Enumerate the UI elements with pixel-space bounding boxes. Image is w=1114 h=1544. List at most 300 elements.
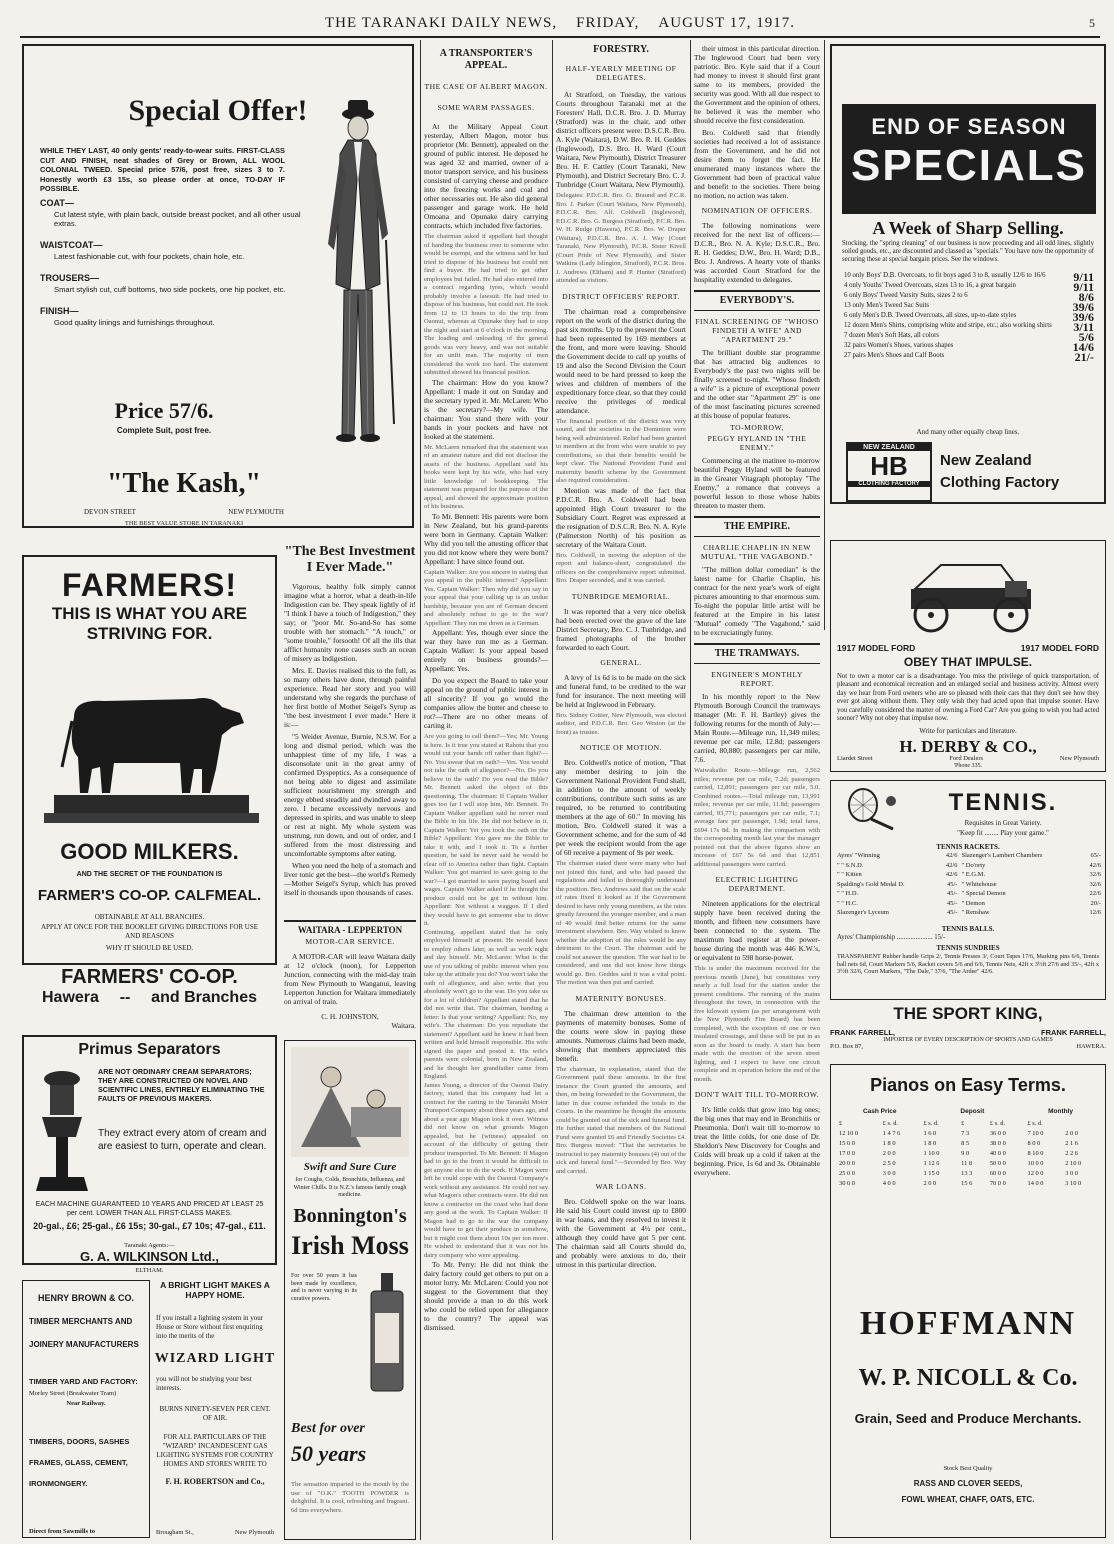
racket-cell: 45/- <box>946 890 958 897</box>
piano-row <box>837 1129 1101 1139</box>
kash-item-label: FINISH— <box>40 306 79 316</box>
cow-illustration <box>44 677 259 827</box>
waitara-advert <box>284 920 416 1030</box>
col4-subhead: NOMINATION OF OFFICERS. <box>701 206 813 215</box>
farmers-why: WHY IT SHOULD BE USED. <box>105 944 194 952</box>
piano-row <box>837 1149 1101 1159</box>
appeal-paragraph: At the Military Appeal Court yesterday, Albert Magon, motor bus proprietor (Mr. Bennett), appealed on the ground of public interest. He deposed he was aged 32 and married, owner of a motor transport service, and his business consisted of carrying cheese and produce into the freezing works and coal and other necessaries out. He also did general passenger and garage work. He held Omoana and Opunake dairy carrying contracts, which included five factories. <box>424 122 548 230</box>
ford-text: Not to own a motor car is a disadvantage. You miss the privilege of quick transportation, of pleasant and economical recreation and an enlarged social and business activity. Almost every day we hear from Ford owners who are so pleased with their cars that they don't see how they ever got along without them. They only wish they had acted upon that impulse sooner. Have you carefully considered the matter of owning a Ford Car? Are you going to wish you had acted sooner? Why not obey that impulse now. <box>837 673 1099 723</box>
investment-title: "The Best Investment I Ever Made." <box>284 544 416 575</box>
tennis-sub: Requisites in Great Variety. <box>964 819 1042 827</box>
piano-cell: £ <box>839 1120 843 1127</box>
piano-cell: 1 4 7 6 <box>882 1130 901 1137</box>
waitara-sign: C. H. JOHNSTON, <box>321 1012 379 1021</box>
brown-yard: TIMBER YARD AND FACTORY: <box>29 1377 138 1386</box>
appeal-subhead: SOME WARM PASSAGES. <box>437 103 535 112</box>
forestry-paragraph: The chairman read a comprehensive report on the work of the district during the past six months. Up to the present the Court had been represented by 169 members at the front, and more were leaving. Should the Government decide to call up youths of 19 and also the Second Division the Court would need to be hard pressed to keep the wives and children of members of the expeditionary force clear, so that they could receive the privileges of medical attendance. <box>556 306 686 415</box>
kash-intro: WHILE THEY LAST, 40 only gents' ready-to-wear suits. FIRST-CLASS CUT AND FINISH, neat shades of Grey or Brown, ALL WOOL COLONIAL TWEED. Special price 57/6, post free, sizes 3 to 7. Honestly worth £3 15s, so please order at once, TO-DAY IF POSSIBLE. <box>40 146 285 194</box>
tennis-rackets-head: TENNIS RACKETS. <box>936 843 1000 851</box>
racket-row <box>835 880 1103 890</box>
tennis-sundries: TRANSPARENT Rubber handle Grips 2/, Tennis Presses 3/, Court Tapes 17/6, Marking pins 6/6, Tennis ball nets 6d, Court Markers 5/6, Racket covers 5/6 and 6/6, Tennis Nets, 42ft x 3½ft 27/6 and 35/-, 42ft x 3½ft 32/6, Court Markers, "The Dale," 37/6, "The Ardee" 42/6. <box>837 953 1099 975</box>
forestry-title: FORESTRY. <box>593 44 649 55</box>
season-price: 8/6 <box>1078 290 1094 304</box>
farmers-branches: and Branches <box>151 989 257 1006</box>
season-row <box>842 322 1096 332</box>
col4-paragraph: "The million dollar comedian" is the latest name for Charlie Chaplin, his contract for the next year's work of eight pictures amounting to that enormous sum. To-night the popular little artist will be featured at the Empire in his latest "Mutual" comedy "The Vagabond," said to be excruciatingly funny. <box>694 565 820 637</box>
racket-cell: 42/6 <box>945 861 958 869</box>
primus-place: ELTHAM. <box>135 1267 164 1274</box>
forestry-article: FORESTRY. HALF-YEARLY MEETING OF DELEGATES. At Stratford, on Tuesday, the various Courts throughout Taranaki met at the Foresters' Hall, D.C.R. Bro. J. D. Murray (Stratford) was in the chair, and other district officers present were: D.S.C.R. Bro. A. Kyle (Waitara), D.W. Bro. R. H. Geddes (Inglewood), D.S. Bro. H. Ward (Court Waitara, New Plymouth), District Treasurer Bro. H. F. Cattley (Court Taranaki, New Plymouth), and District Secretary Bro. C. J. Tunbridge (Court Waitara, New Plymouth). Delegates: P.D.C.R. Bro. G. Braund and P.C.R. Bro. J. Parker (Court Waitara, New Plymouth), P.D.C.R. Bro. Alf. Coldwell (Inglewood), P.D.C.R. Bro. G. Burgess (Stratford), P.C.R. Bro. W. H. Rudge (Hawera), P.C.R. Bro. W. Draper (Waitara), P.D.C.R. Bro. A. J. Way (Court Taranaki, New Plymouth), P.C.R. Sister Kivell (Court Pride of New Plymouth), and Sister Watkins (Lady Islington, Stratford), P.C.R. Bros. J. Andrews (Eltham) and P. Hunter (Stratford) attended as visitors. DISTRICT OFFICERS' REPORT. The chairman read a comprehensive report on the work of the district during the past six months. Up to the present the Court had been represented by 169 members at the front, and more were leaving. Should the Government decide to call up youths of 19 and also the Second Division the Court would need to be hard pressed to keep the wives and children of members of the expeditionary force clear, so that they could receive the privileges of medical attendance. The financial position of the district was very sound, and the societies in the Dominion were being well administered. Relief had been granted to members at the front who were unable to pay contributions, so that their benefits would be kept clear. The National Provident Fund and maternity benefit scheme by the Government also required consideration. Mention was made of the fact that P.D.C.R. Bro. A. Coldwell had been appointed High Court treasurer to the Subsidiary Court. Regret was expressed at the resignation of D.S.C.R. Bro. N. A. Kyle (Palmerston North) of his position as secretary of the Waitara Court. Bro. Coldwell, in moving the adoption of the report and balance-sheet, congratulated the officers on the comprehensive report submitted. Bro. Draper seconded, and it was carried. TUNBRIDGE MEMORIAL. It was reported that a very nice obelisk had been erected over the grave of the late District Secretary, Bro. C. J. Tunbridge, and framed photographs of the brother forwarded to each Court. GENERAL. A levy of 1s 6d is to be made on the sick and funeral fund, to be credited to the war fund for insurance. The next meeting will be held at Inglewood in February. Bro. Sidney Cottier, New Plymouth, was elected auditor, and P.D.C.R. Bro. Geo Weston (at the front) as trustee. NOTICE OF MOTION. Bro. Coldwell's notice of motion, "That any member desiring to join the Government National Provident Fund shall, in addition to the amount of weekly contributions, contribute such sums as are required, to be returned to contributing members at the age of 60." In moving his motion, Bro. Coldwell stated it was a Government scheme, and for the sum of 4d per week the recipient would from the age of 60 receive a payment of 9s per week. The chairman stated there were many who had not joined this fund, and who had passed the regulations and failed to thoroughly understand the position. Bro. Andrews said that on the scale of rates fixed it looked as if the Government desired to have only young members, as the rates greatly favoured the younger member, and a man of 40 would find better returns for the same investment elsewhere. Bro. Way wished to know whether the adoption of the rules would be any detriment to the Court. The chairman said he could not answer the question. The war had to be considered, and one did not know how things would go. Bro. Geddes said it was a vital point. The motion was then put and carried. MATERNITY BONUSES. The chairman drew attention to the payments of maternity bonuses. Some of the courts were slow in paying these amounts. Numerous claims had been made, showing that members appreciated this benefit. The chairman, in explanation, stated that the Government paid these amounts. In the first instance the Court granted the amounts, and then, on being forwarded to the Government, the latter in due course refunded the totals to the Courts. In the meantime he thought the amounts could be granted out of the sick and funeral fund. He further stated that members of the National Fund were granted £6 and Friendly Societies £4. Bro. Burgess moved: "That the secretaries be instructed to pay maternity bonuses (4) out of the sick and funeral fund."—Seconded by Bro. Way and carried. WAR LOANS. Bro. Coldwell spoke on the war loans. He said his Court could invest up to £800 in war loans, and they resolved to invest it with the Government at 4½ per cent., although they could have got 5 per cent. The chairman said all Courts should do, and probably were anxious to do, their utmost in this particular direction. <box>556 44 687 1269</box>
piano-cell: 20 0 0 <box>839 1160 855 1167</box>
appeal-title: A TRANSPORTER'S APPEAL. <box>439 48 533 71</box>
piano-row <box>837 1119 1101 1129</box>
col4-paragraph: Nineteen applications for the electrical supply have been received during the month, and fifteen new consumers have been connected to the system. The maximum load register at the power-house during the month was 446 K.W.'s, or equivalent to 598 horse-power. <box>694 899 820 962</box>
pianos-goods: RASS AND CLOVER SEEDS, <box>913 1479 1023 1488</box>
irish-moss-advert: Swift and Sure Cure for Coughs, Colds, Bronchitis, Influenza, and Winter Chills. It is N.Z.'s famous family cough medicine. Bonnington's Irish Moss For over 50 years it has been made by excellence, and is never varying in its curative powers. Best for over 50 years The sensation imparted to the mouth by the use of "O.K." TOOTH POWDER is delightful. It is cool, refreshing and fragrant. 6d tins everywhere. <box>284 1040 416 1540</box>
racket-row <box>835 851 1103 861</box>
investment-paragraph: Mrs. E. Davies realised this to the full, as so many others have done, through painful experience. Read her story and you will understand why she regards the purchase of her first bottle of Mother Seigel's Syrup as "the best investment I ever made." Here it is:— <box>284 666 416 729</box>
season-price: 39/6 <box>1072 300 1094 314</box>
piano-cell: 2 2 6 <box>1065 1150 1078 1157</box>
piano-cell: 70 0 0 <box>989 1180 1006 1187</box>
investment-paragraph: Vigorous, healthy folk simply cannot imagine what a horror, what a death-in-life Indigestion can be. They speak lightly of it! "I think I have a touch of Indigestion," they say; or "poor Mr. So-and-So has some trouble with her stomach." "A touch," or "some trouble," forsooth! Of all the ills that afflict humanity none causes such an ocean of misery as Indigestion. <box>284 582 416 663</box>
forestry-paragraph: Bro. Coldwell spoke on the war loans. He said his Court could invest up to £800 in war loans, and they resolved to invest it with the Government at 4½ per cent., although they could have got 5 per cent. The chairman said all Courts should do, and probably were anxious to do, their utmost in this particular direction. <box>556 1197 686 1269</box>
piano-cell: 14 0 0 <box>1027 1180 1044 1187</box>
piano-cell: 2 10 0 <box>1065 1160 1082 1167</box>
piano-cell: 30 0 0 <box>839 1180 855 1187</box>
kash-town: NEW PLYMOUTH <box>228 508 284 516</box>
ford-car-illustration <box>901 545 1041 637</box>
page-number: 5 <box>1089 16 1096 30</box>
racket-cell: 65/- <box>1090 852 1101 859</box>
season-price: 14/6 <box>1072 340 1094 354</box>
pianos-col-head: Cash Price <box>862 1108 897 1115</box>
forestry-subhead: NOTICE OF MOTION. <box>579 743 663 752</box>
ford-advert <box>830 540 1106 772</box>
tennis-keep: "Keep fit ........ Play your game." <box>957 829 1049 837</box>
brown-advert <box>22 1280 150 1538</box>
racket-cell: " Do'orty <box>961 861 986 869</box>
forestry-subhead: HALF-YEARLY MEETING OF DELEGATES. <box>565 64 677 82</box>
forestry-subhead: WAR LOANS. <box>595 1182 647 1191</box>
column-rule <box>690 40 691 1540</box>
nursing-scene-illustration <box>291 1047 409 1157</box>
pianos-col-head: Deposit <box>960 1108 985 1115</box>
tennis-balls: Ayres' Championship ..................... 15/- <box>837 934 946 941</box>
piano-cell: 10 0 0 <box>1027 1160 1044 1167</box>
kash-item-text: Good quality linings and furnishings throughout. <box>54 318 215 327</box>
wizard-street: Brougham St., <box>156 1529 194 1536</box>
piano-cell: 1 12 6 <box>923 1160 940 1167</box>
brown-goods: FRAMES, GLASS, CEMENT, <box>29 1458 128 1467</box>
season-row <box>842 292 1096 302</box>
piano-cell: 38 0 0 <box>989 1140 1006 1147</box>
kash-name: "The Kash," <box>106 468 261 499</box>
pianos-name: HOFFMANN <box>859 1305 1077 1342</box>
racket-row <box>835 889 1103 899</box>
col4-paragraph: The following nominations were received for the next list of officers:—D.C.R., Bro. N. A. Kyle; D.S.C.R., Bro. R. H. Geddes; D.W., Bro. H. Ward; D.B., Bro. J. Andrews. A hearty vote of thanks was accorded Court Stratford for the hospitality extended to delegates. <box>694 221 820 284</box>
piano-cell: 3 0 0 <box>882 1170 896 1177</box>
hb-logo <box>846 442 932 502</box>
wizard-burns: BURNS NINETY-SEVEN PER CENT. OF AIR. <box>159 1405 271 1422</box>
col4-subhead: CHARLIE CHAPLIN IN NEW MUTUAL "THE VAGABOND." <box>700 543 814 561</box>
farmers-title: FARMERS! <box>61 567 238 603</box>
moss-text: For over 50 years it has been made by excellence, and is never varying in its curative powers. <box>291 1273 357 1302</box>
season-row <box>842 342 1096 352</box>
season-line: END OF SEASON <box>871 114 1067 139</box>
pianos-title: Pianos on Easy Terms. <box>870 1075 1066 1095</box>
waitara-sub: MOTOR-CAR SERVICE. <box>305 937 395 946</box>
masthead <box>20 10 1100 38</box>
season-price: 5/6 <box>1078 330 1094 344</box>
primus-guarantee: EACH MACHINE GUARANTEED 10 YEARS AND PRICED AT LEAST 25 per cent. LOWER THAN ALL FIRST-CLASS MAKES. <box>35 1201 264 1217</box>
appeal-paragraph: The chairman: How do you know? Appellant: I made it out on Sunday and the secretary typed it. Mr. McLaren: Who is the secretary?—My wife. The chairman: You stand there with your hands in your pockets and have not looked at the statement. <box>424 377 548 441</box>
tennis-balls-head: TENNIS BALLS. <box>941 925 995 933</box>
paper-title: THE TARANAKI DAILY NEWS, <box>325 15 558 31</box>
man-in-suit-illustration <box>314 94 408 484</box>
season-item: 13 only Men's Tweed Sac Suits <box>844 302 930 309</box>
waitara-place: Waitara. <box>391 1021 416 1030</box>
appeal-paragraph: Appellant: Yes, though ever since the war they have run me as a German. Captain Walker: Is your appeal based entirely on business grounds?—Appellant: Yes. <box>424 628 548 673</box>
moss-name: Irish Moss <box>291 1231 409 1260</box>
piano-cell: 2 0 0 <box>923 1180 937 1187</box>
piano-cell: 12 0 0 <box>1027 1170 1044 1177</box>
col4-paragraph: Bro. Coldwell said that friendly societies had received a lot of assistance from the Government, and he did not desire them to forget the fact. He enumerated many instances where the Government had been of practical value and benefit to the societies. There being no motion, no action was taken. <box>694 128 820 200</box>
racket-cell: " Whitehouse <box>961 880 997 888</box>
season-row <box>842 352 1096 362</box>
racket-row <box>835 899 1103 909</box>
piano-cell: 9 0 <box>961 1150 970 1157</box>
racket-cell: 45/- <box>946 909 958 916</box>
tennis-title: TENNIS. <box>948 789 1058 816</box>
racket-cell: Ayres' "Winning <box>837 852 880 859</box>
farmers-hawera: Hawera <box>42 989 99 1006</box>
primus-agent: G. A. WILKINSON Ltd., <box>80 1249 219 1264</box>
investment-paragraph: When you need the help of a stomach and liver tonic get the best—the world's Remedy—Mother Seigel's Syrup, which has proved itself in thousands upon thousands of cases. <box>284 861 416 897</box>
pianos-advert <box>830 1064 1106 1538</box>
racket-cell: Slazenger's Lyceum <box>837 909 889 916</box>
season-row <box>842 332 1096 342</box>
ford-model-left: 1917 MODEL FORD <box>837 643 916 653</box>
forestry-subhead: TUNBRIDGE MEMORIAL. <box>571 591 671 601</box>
kash-item-text: Cut latest style, with plain back, outside breast pocket, and all other usual extras. <box>54 210 301 228</box>
farmers-coop: FARMERS' CO-OP. <box>61 966 238 988</box>
piano-cell: 2 5 0 <box>882 1160 896 1167</box>
news-column-4: their utmost in this particular direction. The Inglewood Court had been very patriotic. Bro. Kyle said that if a Court had money to invest it should first grant same to its members, provided the security was good. With all due respect to the Government and the opinion of others, he believed it was the member who should receive the first consideration. Bro. Coldwell said that friendly societies had received a lot of assistance from the Government, and he did not desire them to forget the fact. He enumerated many instances where the Government had been of practical value and benefit to the societies. There being no motion, no action was taken. NOMINATION OF OFFICERS. The following nominations were received for the next list of officers:—D.C.R., Bro. N. A. Kyle; D.S.C.R., Bro. R. H. Geddes; D.W., Bro. H. Ward; D.B., Bro. J. Andrews. A hearty vote of thanks was accorded Court Stratford for the hospitality extended to delegates. EVERYBODY'S. FINAL SCREENING OF "WHOSO FINDETH A WIFE" AND "APARTMENT 29." The brilliant double star programme that has attracted big audiences to Everybody's the past two nights will be finally screened to-night. "Whoso findeth a wife" is a picture of exceptional power and the other star "Apartment 29" is one of the most fascinating pictures screened at this house of popular features. TO-MORROW, PEGGY HYLAND IN "THE ENEMY." Commencing at the matinee to-morrow beautiful Peggy Hyland will be featured in the Greater Vitagraph photoplay "The Enemy," a romance that conveys a powerful lesson to those whose habits threaten to master them. THE EMPIRE. CHARLIE CHAPLIN IN NEW MUTUAL "THE VAGABOND." "The million dollar comedian" is the latest name for Charlie Chaplin, his contract for the next year's work of eight pictures amounting to that enormous sum. To-night the popular little artist will be featured at the Empire in his latest "Mutual" comedy "The Vagabond," said to be excruciatingly funny. THE TRAMWAYS. ENGINEER'S MONTHLY REPORT. In his monthly report to the New Plymouth Borough Council the tramways manager (Mr. F. H. Bartley) gives the following returns for the month of July:— Main Route.—Mileage run, 11,349 miles; revenue per car mile, 12.8d; passengers carried, 80,880; passengers per car mile, 7.6. Waiwakaiho Route.—Mileage run, 2,562 miles; revenue per car mile, 7.2d; passengers carried, 12,891; passengers per car mile, 5.0. Combined routes.—Total mileage run, 13,991 miles; revenue per car mile, 11.8d; passengers carried, 93,771; passengers per car mile, 7.1; average fare per passenger, 1.9d; total fares, £694 17s 8d. In making the comparison with the corresponding month last year the manager pointed out that the above figures show an increase of £67 5s 6d and that 12,851 additional passengers were carried. ELECTRIC LIGHTING DEPARTMENT. Nineteen applications for the electrical supply have been received during the month, and fifteen new consumers have been connected to the system. The maximum load register at the power-house during the month was 446 K.W.'s, or equivalent to 598 horse-power. This is under the maximum received for the previous month (June), but constitutes very nearly a full load for the station under the present conditions. The running of the mains throughout the town, in connection with the five kilowatt system (as per arrangement with the New Plymouth Fire Board) has been completed, with the exception of one or two insulated crossings, and these will be put in as soon as the board is ready. A start has been made with the erection of the seven street lighting, and I expect to have one circuit complete and in operation before the end of the month. DON'T WAIT TILL TO-MORROW. It's little colds that grow into big ones; the big ones that may end in Bronchitis or Pneumonia. Don't wait till to-morrow to treat the little colds, for one dose of Dr. Sheldon's New Discovery for Coughs and Colds will break up a cold if taken at the beginning. Price, 1s 6d and 3s. Obtainable everywhere. <box>694 44 820 1177</box>
forestry-subhead: GENERAL. <box>600 657 642 667</box>
waitara-text: A MOTOR-CAR will leave Waitara daily at 12 o'clock (noon), for Lepperton Junction, connecting with the mid-day train from New Plymouth to Wanganui, leaving Lepperton Junction for Waitara immediately on arrival of train. <box>284 952 416 1006</box>
season-item: 4 only Youths' Tweed Overcoats, sizes 13 to 16, a great bargain <box>844 282 1016 289</box>
primus-text: ARE NOT ORDINARY CREAM SEPARATORS; THEY ARE CONSTRUCTED ON NOVEL AND SCIENTIFIC LINES, ENTIRELY ELIMINATING THE FAULTS OF PREVIOUS MAKERS. <box>98 1067 265 1103</box>
farmers-product: FARMER'S CO-OP. CALFMEAL. <box>37 887 262 904</box>
column-rule <box>824 40 825 630</box>
piano-cell: 7 10 0 <box>1027 1130 1044 1137</box>
appeal-paragraph: To Mr. Perry: He did not think the dairy factory could get others to put on a motor lorry. Mr. McLaren: Could you not suggest to the Government that they should provide a man to do this work who could be relied upon for allegiance to the country? The appeal was dismissed. <box>424 1260 548 1332</box>
season-price: 3/11 <box>1073 320 1094 334</box>
piano-cell: 1 10 0 <box>923 1150 940 1157</box>
racket-cell: 12/6 <box>1089 909 1101 916</box>
tennis-sundries-head: TENNIS SUNDRIES <box>936 944 1000 952</box>
racket-row <box>835 908 1103 918</box>
piano-cell: 36 0 0 <box>989 1130 1006 1137</box>
season-row <box>842 272 1096 282</box>
season-price-table <box>842 272 1096 362</box>
column-rule <box>552 40 553 1540</box>
waitara-title: WAITARA - LEPPERTON <box>297 925 403 935</box>
pianos-firm: W. P. NICOLL & Co. <box>858 1365 1078 1391</box>
farmers-secret: AND THE SECRET OF THE FOUNDATION IS <box>76 871 223 878</box>
piano-cell: 3 0 0 <box>1065 1170 1078 1177</box>
brown-foot: Direct from Sawmills to <box>29 1528 96 1535</box>
season-price: 9/11 <box>1073 270 1094 284</box>
moss-years: 50 years <box>291 1441 367 1466</box>
season-item: 27 pairs Men's Shoes and Calf Boots <box>844 352 945 359</box>
season-item: 6 only Boys' Tweed Varsity Suits, sizes 2 to 6 <box>844 292 968 299</box>
forestry-subhead: DISTRICT OFFICERS' REPORT. <box>562 291 680 301</box>
kash-item-label: WAISTCOAT— <box>40 240 103 250</box>
tramways-heading: THE TRAMWAYS. <box>694 643 820 664</box>
racket-cell: 42/6 <box>1089 861 1101 869</box>
paper-day: FRIDAY, <box>576 15 640 31</box>
farmers-line: STRIVING FOR. <box>86 624 213 643</box>
piano-cell: 12 10 0 <box>839 1130 859 1137</box>
col4-subhead: ENGINEER'S MONTHLY REPORT. <box>711 670 803 688</box>
wizard-text2: you will not be studying your best interests. <box>156 1375 252 1392</box>
moss-for: for Coughs, Colds, Bronchitis, Influenza, and Winter Chills. It is N.Z.'s famous family cough medicine. <box>293 1177 407 1198</box>
racket-cell: " E.G.M. <box>961 871 986 878</box>
col4-subhead: ELECTRIC LIGHTING DEPARTMENT. <box>715 875 799 893</box>
wizard-particulars: FOR ALL PARTICULARS OF THE "WIZARD" INCANDESCENT GAS LIGHTING SYSTEMS FOR COUNTRY HOMES AND STORES WRITE TO <box>156 1433 274 1468</box>
racket-row <box>835 861 1103 871</box>
brown-near: Near Railway. <box>66 1400 106 1407</box>
col4-subhead: PEGGY HYLAND IN "THE ENEMY." <box>707 434 807 452</box>
bottle-illustration <box>365 1273 409 1393</box>
pianos-sub: Grain, Seed and Produce Merchants. <box>854 1411 1082 1426</box>
racket-cell: " Demon <box>961 899 985 907</box>
farmers-milkers: GOOD MILKERS. <box>60 839 239 864</box>
racket-cell: " Special Demon <box>961 890 1006 897</box>
brown-goods: IRONMONGERY. <box>29 1479 88 1488</box>
forestry-paragraph: Bro. Coldwell's notice of motion, "That any member desiring to join the Government National Provident Fund shall, in addition to the amount of weekly contributions, contribute such sums as are required, to be returned to contributing members at the age of 60." In moving his motion, Bro. Coldwell stated it was a Government scheme, and for the sum of 4d per week the recipient would from the age of 60 receive a payment of 9s per week. <box>556 758 686 857</box>
season-row <box>842 312 1096 322</box>
ford-firm: H. DERBY & CO., <box>899 737 1037 756</box>
piano-cell: 15 0 0 <box>839 1140 855 1147</box>
investment-article <box>284 540 416 912</box>
season-item: 12 dozen Men's Shirts, comprising white and stripe, etc.; also working shirts <box>844 322 1052 329</box>
piano-cell: 3 10 0 <box>1065 1180 1082 1187</box>
wizard-head: A BRIGHT LIGHT MAKES A HAPPY HOME. <box>160 1280 270 1300</box>
piano-cell: 4 0 0 <box>882 1180 896 1187</box>
column-rule <box>420 40 421 1540</box>
piano-cell: 1 6 0 <box>923 1130 937 1137</box>
col4-subhead: TO-MORROW, <box>730 423 784 432</box>
col4-paragraph: It's little colds that grow into big ones; the big ones that may end in Bronchitis or Pneumonia. Don't wait till to-morrow to treat the little colds, for one dose of Dr. Sheldon's New Discovery for Coughs and Colds will break up a cold if taken at the beginning. Price, 1s 6d and 3s. Obtainable everywhere. <box>694 1105 820 1177</box>
piano-row <box>837 1139 1101 1149</box>
racket-cell: 45/- <box>946 899 958 907</box>
racket-cell: 42/6 <box>945 871 958 878</box>
tennis-rackets-table <box>835 851 1103 918</box>
season-sub: A Week of Sharp Selling. <box>872 218 1064 238</box>
primus-title: Primus Separators <box>78 1041 221 1058</box>
sport-king-block <box>830 1004 1106 1058</box>
forestry-paragraph: It was reported that a very nice obelisk had been erected over the grave of the late District Secretary, Bro. C. J. Tunbridge, and framed photographs of the brother forwarded to each Court. <box>556 606 686 652</box>
season-price: 39/6 <box>1072 310 1094 324</box>
piano-row <box>837 1169 1101 1179</box>
ford-phone: 'Phone 335. <box>953 763 983 769</box>
ford-model-right: 1917 MODEL FORD <box>1020 643 1099 653</box>
brown-line: JOINERY MANUFACTURERS <box>29 1340 139 1349</box>
forestry-subhead: MATERNITY BONUSES. <box>575 993 667 1003</box>
season-item: 32 pairs Women's Shoes, various shapes <box>844 342 954 349</box>
kash-title: Special Offer! <box>128 94 308 127</box>
season-advert <box>830 44 1106 504</box>
farmers-dash: -- <box>119 989 131 1006</box>
kash-advert <box>22 44 414 528</box>
hb-nz: NEW ZEALAND <box>848 444 930 451</box>
primus-advert <box>22 1035 277 1265</box>
col4-paragraph: their utmost in this particular direction. The Inglewood Court had been very patriotic. Bro. Kyle said that if a Court had money to invest it should first grant same to its members, provided the security was good. With all due respect to the Government and the opinion of others, he believed it was the member who should receive the first consideration. <box>694 44 820 125</box>
kash-item-label: COAT— <box>40 198 74 208</box>
kash-item-text: Smart stylish cut, cuff bottoms, two side pockets, one hip pocket, etc. <box>54 285 286 294</box>
pianos-quality: Stock Best Quality <box>943 1465 993 1472</box>
piano-cell: 13 3 <box>961 1170 973 1177</box>
wizard-text: If you install a lighting system in your House or Store without first enquiring into the merits of the <box>156 1314 264 1340</box>
piano-cell: 1 8 0 <box>923 1140 937 1147</box>
ford-headline: OBEY THAT IMPULSE. <box>903 655 1033 669</box>
farrell-town: HAWERA. <box>1076 1043 1106 1050</box>
piano-cell: £ s. d. <box>882 1120 899 1127</box>
piano-cell: 17 0 0 <box>839 1150 855 1157</box>
racket-cell: " " H.D. <box>837 890 859 897</box>
pianos-col-head: Monthly <box>1048 1108 1074 1115</box>
primus-prices: 20-gal., £6; 25-gal., £6 15s; 30-gal., £7 10s; 47-gal., £11. <box>33 1221 266 1231</box>
brown-name: HENRY BROWN & CO. <box>37 1293 134 1303</box>
piano-cell: 8 10 0 <box>1027 1150 1044 1157</box>
farrell-right: FRANK FARRELL, <box>1041 1028 1106 1037</box>
ford-write: Write for particulars and literature. <box>919 727 1017 735</box>
brown-address: Morley Street (Breakwater Tram) <box>29 1390 117 1397</box>
farrell-box: P.O. Box 87, <box>830 1043 864 1050</box>
col4-subhead: DON'T WAIT TILL TO-MORROW. <box>694 1090 820 1099</box>
tennis-advert <box>830 780 1106 1000</box>
hb-factory: CLOTHING FACTORY <box>848 481 930 487</box>
piano-cell: 8 0 0 <box>1027 1140 1041 1147</box>
piano-cell: 11 8 <box>961 1160 973 1167</box>
appeal-subhead: THE CASE OF ALBERT MAGON. <box>424 82 548 91</box>
kash-tagline: THE BEST VALUE STORE IN TARANAKI <box>124 520 244 527</box>
piano-cell: £ s. d. <box>1027 1120 1043 1127</box>
piano-cell: 50 0 0 <box>989 1160 1006 1167</box>
forestry-paragraph: A levy of 1s 6d is to be made on the sick and funeral fund, to be credited to the war fund for insurance. The next meeting will be held at Inglewood in February. <box>556 672 686 709</box>
season-item: 10 only Boys' D.B. Overcoats, to fit boys aged 3 to 8, usually 12/6 to 16/6 <box>844 272 1046 279</box>
piano-cell: 8 5 <box>961 1140 970 1147</box>
primus-agents: Taranaki Agents:— <box>124 1242 175 1249</box>
piano-cell: £ s. d. <box>989 1120 1006 1127</box>
kash-price: Price 57/6. <box>114 398 214 423</box>
pianos-goods: FOWL WHEAT, CHAFF, OATS, ETC. <box>901 1495 1035 1504</box>
col4-paragraph: The brilliant double star programme that has attracted big audiences to Everybody's the past two nights will be finally screened to-night. "Whoso findeth a wife" is a picture of exceptional power and the other star "Apartment 29" is one of the most fascinating pictures screened at this house of popular features. <box>694 348 820 420</box>
farmers-obtainable: OBTAINABLE AT ALL BRANCHES. <box>94 913 205 921</box>
kash-price-sub: Complete Suit, post free. <box>116 426 212 435</box>
col4-paragraph: Commencing at the matinee to-morrow beautiful Peggy Hyland will be featured in the Greater Vitagraph photoplay "The Enemy," a romance that conveys a powerful lesson to those whose habits threaten to master them. <box>694 456 820 510</box>
racket-cell: Spalding's Gold Medal D. <box>837 880 905 888</box>
racket-row <box>835 870 1103 880</box>
appeal-paragraph: To Mr. Bennett: His parents were born in New Zealand, but his grand-parents were born in Germany. Captain Walker: Why did you tell the attesting officer that you did not know where they were born? Appellant: I have since found out. <box>424 511 548 566</box>
appeal-paragraph: Do you expect the Board to take your appeal on the ground of public interest in all sincerity? If you go would the companies allow the butter and cheese to rot?—There are no other means of carting it. <box>424 676 548 730</box>
racket-cell: " Renshaw <box>961 909 990 916</box>
moss-best: Best for over <box>291 1421 365 1436</box>
season-firm: New Zealand <box>940 452 1032 469</box>
piano-cell: 15 6 <box>961 1180 973 1187</box>
racket-cell: 32/6 <box>1089 871 1101 878</box>
season-firm: Clothing Factory <box>940 474 1060 491</box>
piano-cell: 1 15 0 <box>923 1170 940 1177</box>
pianos-table <box>837 1119 1101 1189</box>
empire-heading: THE EMPIRE. <box>694 516 820 537</box>
kash-item-text: Latest fashionable cut, with four pockets, chain hole, etc. <box>54 252 245 261</box>
ford-dealers: Ford Dealers <box>949 755 984 762</box>
farmers-apply: APPLY AT ONCE FOR THE BOOKLET GIVING DIRECTIONS FOR USE AND REASONS <box>40 923 259 940</box>
forestry-paragraph: At Stratford, on Tuesday, the various Courts throughout Taranaki met at the Foresters' Hall, D.C.R. Bro. J. D. Murray (Stratford) was in the chair, and other district officers present were: D.S.C.R. Bro. A. Kyle (Waitara), D.W. Bro. R. H. Geddes (Inglewood), D.S. Bro. H. Ward (Court Waitara, New Plymouth), District Treasurer Bro. H. F. Cattley (Court Taranaki, New Plymouth), and District Secretary Bro. C. J. Tunbridge (Court Waitara, New Plymouth). <box>556 90 686 189</box>
col4-paragraph: In his monthly report to the New Plymouth Borough Council the tramways manager (Mr. F. H. Bartley) gives the following returns for the month of July:— Main Route.—Mileage run, 11,349 miles; revenue per car mile, 12.8d; passengers carried, 80,880; passengers per car mile, 7.6. <box>694 692 820 764</box>
wizard-advert <box>152 1280 278 1538</box>
piano-row <box>837 1159 1101 1169</box>
piano-row <box>837 1179 1101 1189</box>
racket-cell: 20/- <box>1090 899 1101 907</box>
primus-extract: They extract every atom of cream and are easiest to turn, operate and clean. <box>98 1128 267 1152</box>
piano-cell: 2 1 6 <box>1065 1140 1078 1147</box>
racket-cell: 22/6 <box>1089 890 1101 897</box>
racket-cell: " " H.C. <box>837 899 858 907</box>
farrell-left: FRANK FARRELL, <box>830 1028 895 1037</box>
ford-street: Liardet Street <box>837 755 873 762</box>
piano-cell: £ <box>961 1120 965 1127</box>
season-item: 7 dozen Men's Soft Hats, all colors <box>844 332 940 339</box>
col4-subhead: FINAL SCREENING OF "WHOSO FINDETH A WIFE" AND "APARTMENT 29." <box>695 317 819 344</box>
season-more: And many other equally cheap lines. <box>916 428 1020 436</box>
wizard-name: WIZARD LIGHT <box>154 1351 276 1366</box>
season-item: 6 only Men's D.B. Tweed Overcoats, all sizes, up-to-date styles <box>844 312 1017 319</box>
farmers-line: THIS IS WHAT YOU ARE <box>51 604 248 623</box>
forestry-paragraph: Mention was made of the fact that P.D.C.R. Bro. A. Coldwell had been appointed High Court treasurer to the Subsidiary Court. Regret was expressed at the resignation of D.S.C.R. Bro. N. A. Kyle (Palmerston North) of his position as secretary of the Waitara Court. <box>556 485 686 549</box>
piano-cell: £ s. d. <box>923 1120 939 1127</box>
forestry-paragraph: The chairman drew attention to the payments of maternity bonuses. Some of the courts were slow in paying these amounts. Numerous claims had been made, showing that members appreciated this benefit. <box>556 1008 686 1063</box>
kash-street: DEVON STREET <box>84 508 136 516</box>
piano-cell: 60 0 0 <box>989 1170 1006 1177</box>
everybody-heading: EVERYBODY'S. <box>694 290 820 311</box>
racket-cell: 32/6 <box>1089 880 1101 888</box>
piano-cell: 2 0 0 <box>1065 1130 1078 1137</box>
season-line: SPECIALS <box>850 141 1088 190</box>
moss-brand: Bonnington's <box>293 1205 407 1227</box>
brown-goods: TIMBERS, DOORS, SASHES <box>29 1437 130 1446</box>
racket-cell: " " Kitten <box>837 871 862 878</box>
racket-cell: 45/- <box>946 880 958 888</box>
season-row <box>842 282 1096 292</box>
piano-cell: 25 0 0 <box>839 1170 855 1177</box>
racket-cell: 42/6 <box>945 852 958 859</box>
season-price: 21/- <box>1074 350 1094 364</box>
racket-cell: " " S.N.D. <box>837 861 864 869</box>
separator-illustration <box>32 1067 92 1197</box>
piano-cell: 40 0 0 <box>989 1150 1006 1157</box>
kash-item-label: TROUSERS— <box>40 273 100 283</box>
farmers-advert <box>22 555 277 965</box>
piano-cell: 7 3 <box>961 1130 970 1137</box>
wizard-agent: F. H. ROBERTSON and Co., <box>165 1477 265 1486</box>
season-intro: Stocking, the "spring cleaning" of our business is now proceeding and all odd lines, slightly soiled goods, etc., are discounted and classed as "specials." You have now the opportunity of securing these at special bargain prices. See the windows. <box>842 240 1094 263</box>
season-price: 9/11 <box>1073 280 1094 294</box>
